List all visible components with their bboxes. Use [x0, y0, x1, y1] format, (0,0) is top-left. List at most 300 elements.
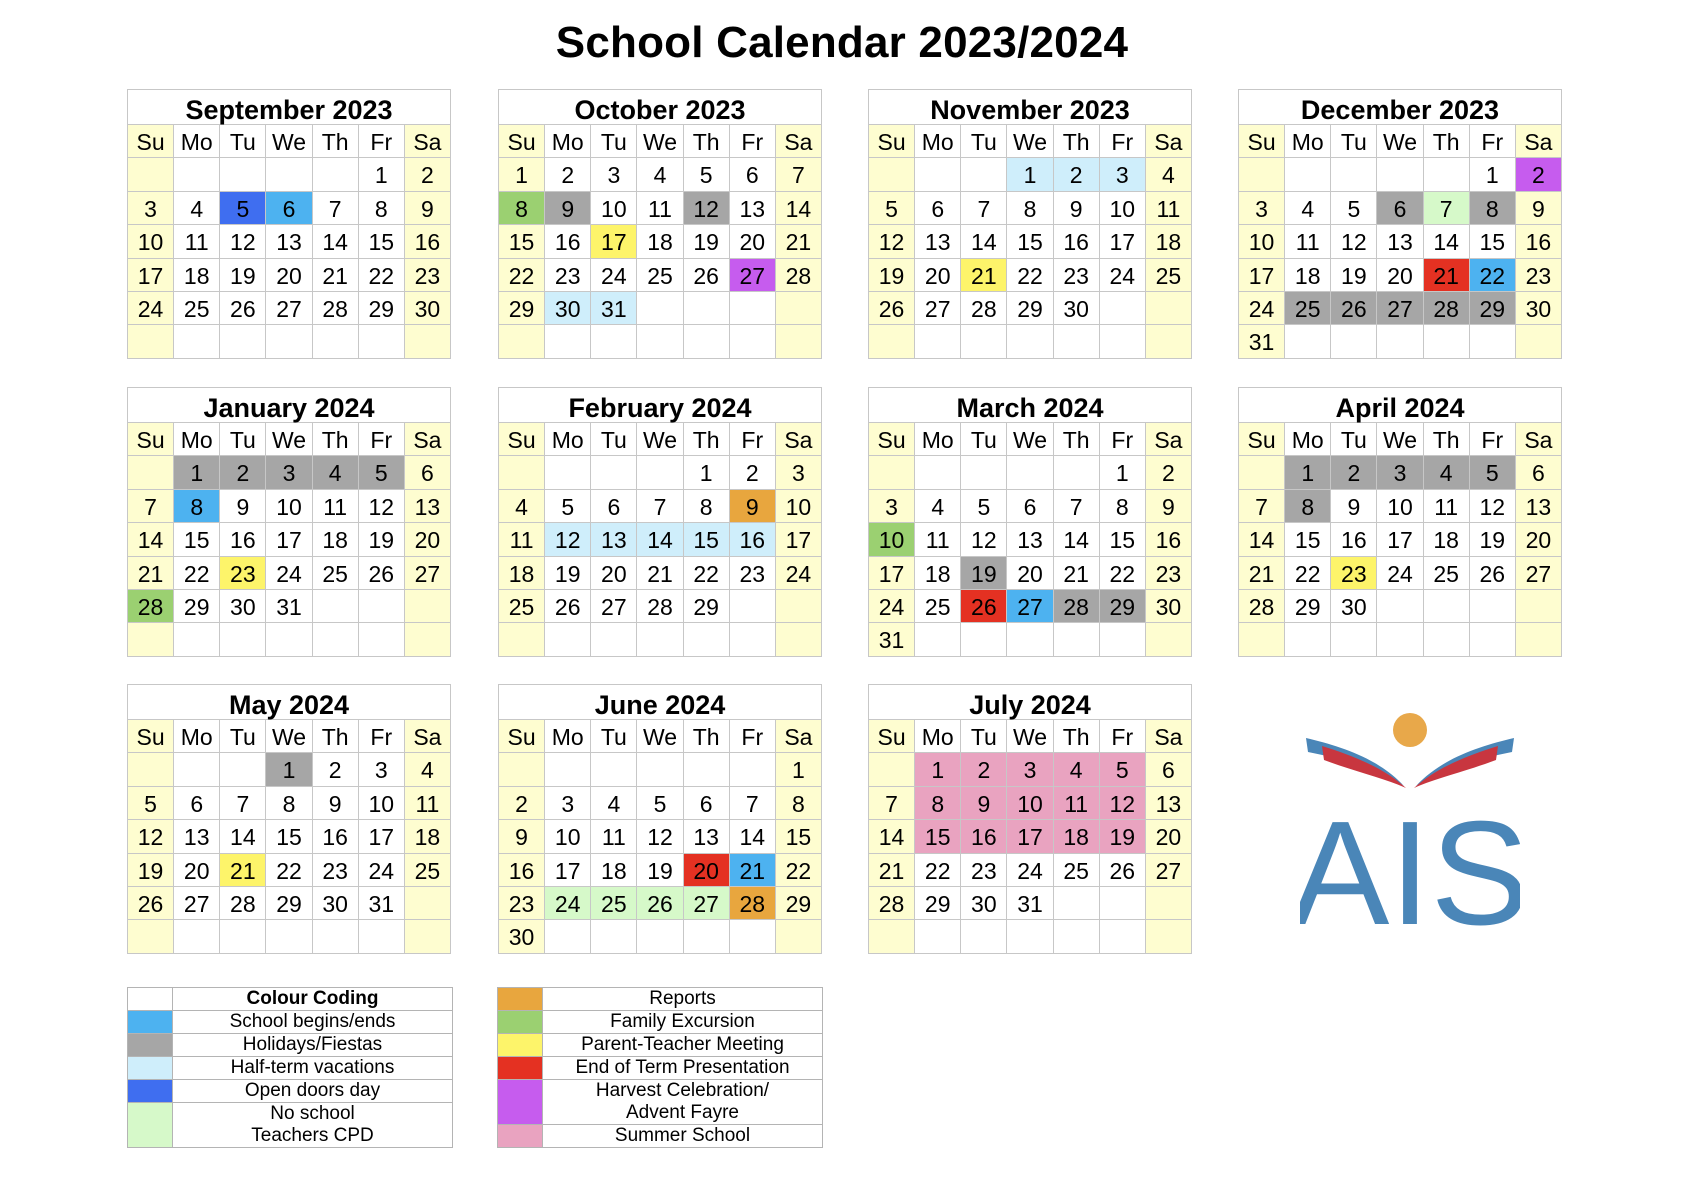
day-cell: 2	[1054, 158, 1100, 191]
day-cell: 28	[637, 590, 683, 623]
empty-day-cell	[1007, 325, 1053, 358]
month-day-grid	[1238, 124, 1562, 359]
day-cell: 24	[1007, 854, 1053, 887]
day-cell: 4	[174, 192, 220, 225]
day-cell: 18	[313, 523, 359, 556]
empty-day-cell	[405, 887, 451, 920]
legend-label: Half-term vacations	[173, 1057, 453, 1079]
empty-day-cell	[1054, 325, 1100, 358]
day-cell: 28	[730, 887, 776, 920]
day-cell: 18	[1054, 820, 1100, 853]
weekday-header: Th	[313, 125, 359, 158]
day-cell: 29	[1100, 590, 1146, 623]
day-cell: 24	[869, 590, 915, 623]
day-cell: 29	[684, 590, 730, 623]
day-cell: 15	[684, 523, 730, 556]
day-cell: 23	[405, 259, 451, 292]
day-cell: 15	[499, 225, 545, 258]
month-calendar	[868, 684, 1192, 954]
empty-day-cell	[684, 325, 730, 358]
day-cell: 25	[1285, 292, 1331, 325]
empty-day-cell	[961, 623, 1007, 656]
empty-day-cell	[1146, 292, 1192, 325]
day-cell: 1	[1285, 456, 1331, 489]
day-cell: 24	[776, 557, 822, 590]
day-cell: 21	[128, 557, 174, 590]
empty-day-cell	[1239, 158, 1285, 191]
empty-day-cell	[684, 623, 730, 656]
empty-day-cell	[1054, 887, 1100, 920]
empty-day-cell	[730, 590, 776, 623]
weekday-header: We	[637, 720, 683, 753]
day-cell: 16	[1054, 225, 1100, 258]
legend-row	[498, 1080, 823, 1125]
month-calendar	[1238, 89, 1562, 359]
month-title: January 2024	[127, 387, 451, 422]
weekday-header: We	[1377, 423, 1423, 456]
day-cell: 16	[1146, 523, 1192, 556]
empty-day-cell	[220, 325, 266, 358]
empty-day-cell	[1516, 325, 1562, 358]
empty-day-cell	[730, 325, 776, 358]
empty-day-cell	[1285, 325, 1331, 358]
day-cell: 17	[1377, 523, 1423, 556]
day-cell: 6	[1007, 490, 1053, 523]
day-cell: 20	[1007, 557, 1053, 590]
empty-day-cell	[128, 753, 174, 786]
day-cell: 17	[545, 854, 591, 887]
day-cell: 27	[1377, 292, 1423, 325]
day-cell: 21	[1054, 557, 1100, 590]
day-cell: 19	[869, 259, 915, 292]
day-cell: 16	[730, 523, 776, 556]
month-title: June 2024	[498, 684, 822, 719]
empty-day-cell	[174, 325, 220, 358]
legend-swatch	[128, 1057, 173, 1079]
legend-row	[498, 1057, 823, 1080]
day-cell: 15	[776, 820, 822, 853]
day-cell: 13	[174, 820, 220, 853]
empty-day-cell	[869, 753, 915, 786]
day-cell: 21	[961, 259, 1007, 292]
legend-swatch	[498, 1034, 543, 1056]
day-cell: 23	[1516, 259, 1562, 292]
empty-day-cell	[1054, 456, 1100, 489]
legend-swatch	[128, 1011, 173, 1033]
day-cell: 2	[405, 158, 451, 191]
day-cell: 9	[220, 490, 266, 523]
empty-day-cell	[545, 920, 591, 953]
day-cell: 29	[776, 887, 822, 920]
day-cell: 28	[776, 259, 822, 292]
day-cell: 30	[1054, 292, 1100, 325]
day-cell: 18	[174, 259, 220, 292]
month-day-grid	[498, 422, 822, 657]
day-cell: 3	[869, 490, 915, 523]
empty-day-cell	[545, 623, 591, 656]
day-cell: 11	[637, 192, 683, 225]
empty-day-cell	[869, 456, 915, 489]
weekday-header: Sa	[776, 423, 822, 456]
empty-day-cell	[684, 753, 730, 786]
empty-day-cell	[174, 920, 220, 953]
empty-day-cell	[1007, 456, 1053, 489]
day-cell: 19	[128, 854, 174, 887]
weekday-header: Mo	[1285, 423, 1331, 456]
weekday-header: Tu	[220, 423, 266, 456]
empty-day-cell	[405, 623, 451, 656]
day-cell: 25	[637, 259, 683, 292]
day-cell: 8	[266, 787, 312, 820]
month-calendar	[868, 387, 1192, 657]
weekday-header: Tu	[591, 720, 637, 753]
empty-day-cell	[405, 325, 451, 358]
day-cell: 23	[220, 557, 266, 590]
day-cell: 16	[499, 854, 545, 887]
empty-day-cell	[1331, 158, 1377, 191]
month-title: May 2024	[127, 684, 451, 719]
month-calendar	[127, 684, 451, 954]
weekday-header: Su	[128, 423, 174, 456]
legend-row	[128, 1103, 453, 1148]
empty-day-cell	[776, 623, 822, 656]
day-cell: 14	[869, 820, 915, 853]
empty-day-cell	[1285, 623, 1331, 656]
day-cell: 11	[591, 820, 637, 853]
month-calendar	[498, 89, 822, 359]
weekday-header: Th	[1054, 423, 1100, 456]
day-cell: 22	[915, 854, 961, 887]
day-cell: 31	[1239, 325, 1285, 358]
day-cell: 27	[1516, 557, 1562, 590]
empty-day-cell	[499, 456, 545, 489]
day-cell: 14	[1424, 225, 1470, 258]
day-cell: 14	[128, 523, 174, 556]
empty-day-cell	[128, 325, 174, 358]
month-day-grid	[498, 719, 822, 954]
day-cell: 20	[1516, 523, 1562, 556]
day-cell: 10	[1239, 225, 1285, 258]
day-cell: 26	[637, 887, 683, 920]
empty-day-cell	[684, 292, 730, 325]
day-cell: 10	[128, 225, 174, 258]
empty-day-cell	[637, 292, 683, 325]
empty-day-cell	[1516, 590, 1562, 623]
empty-day-cell	[405, 590, 451, 623]
legend-label: End of Term Presentation	[543, 1057, 823, 1079]
day-cell: 14	[730, 820, 776, 853]
empty-day-cell	[915, 456, 961, 489]
weekday-header: Th	[684, 423, 730, 456]
month-day-grid	[127, 422, 451, 657]
day-cell: 29	[1007, 292, 1053, 325]
day-cell: 22	[499, 259, 545, 292]
day-cell: 20	[591, 557, 637, 590]
day-cell: 1	[174, 456, 220, 489]
day-cell: 26	[1470, 557, 1516, 590]
weekday-header: Th	[1054, 125, 1100, 158]
day-cell: 3	[128, 192, 174, 225]
empty-day-cell	[915, 920, 961, 953]
weekday-header: Tu	[1331, 125, 1377, 158]
day-cell: 23	[499, 887, 545, 920]
day-cell: 7	[730, 787, 776, 820]
day-cell: 9	[405, 192, 451, 225]
month-day-grid	[127, 124, 451, 359]
day-cell: 23	[1054, 259, 1100, 292]
month-day-grid	[868, 124, 1192, 359]
weekday-header: Tu	[961, 720, 1007, 753]
weekday-header: Su	[499, 720, 545, 753]
day-cell: 11	[1146, 192, 1192, 225]
weekday-header: Su	[869, 720, 915, 753]
day-cell: 13	[266, 225, 312, 258]
day-cell: 1	[1470, 158, 1516, 191]
day-cell: 18	[1424, 523, 1470, 556]
month-calendar	[127, 387, 451, 657]
day-cell: 21	[1424, 259, 1470, 292]
day-cell: 6	[591, 490, 637, 523]
weekday-header: We	[1377, 125, 1423, 158]
weekday-header: Tu	[220, 125, 266, 158]
weekday-header: Fr	[359, 720, 405, 753]
day-cell: 31	[1007, 887, 1053, 920]
day-cell: 12	[1470, 490, 1516, 523]
day-cell: 4	[313, 456, 359, 489]
weekday-header: Tu	[591, 423, 637, 456]
weekday-header: Su	[1239, 125, 1285, 158]
empty-day-cell	[128, 456, 174, 489]
day-cell: 1	[776, 753, 822, 786]
day-cell: 21	[220, 854, 266, 887]
day-cell: 16	[220, 523, 266, 556]
day-cell: 25	[591, 887, 637, 920]
day-cell: 20	[1377, 259, 1423, 292]
empty-day-cell	[591, 920, 637, 953]
day-cell: 10	[869, 523, 915, 556]
day-cell: 6	[405, 456, 451, 489]
day-cell: 29	[266, 887, 312, 920]
day-cell: 11	[1424, 490, 1470, 523]
day-cell: 17	[359, 820, 405, 853]
weekday-header: Fr	[1100, 125, 1146, 158]
day-cell: 24	[128, 292, 174, 325]
day-cell: 20	[174, 854, 220, 887]
empty-day-cell	[637, 920, 683, 953]
legend-label: Reports	[543, 988, 823, 1010]
day-cell: 10	[1007, 787, 1053, 820]
weekday-header: Tu	[220, 720, 266, 753]
day-cell: 25	[405, 854, 451, 887]
day-cell: 23	[730, 557, 776, 590]
empty-day-cell	[961, 325, 1007, 358]
day-cell: 24	[1239, 292, 1285, 325]
day-cell: 6	[915, 192, 961, 225]
empty-day-cell	[266, 325, 312, 358]
day-cell: 1	[684, 456, 730, 489]
month-day-grid	[498, 124, 822, 359]
empty-day-cell	[1424, 590, 1470, 623]
day-cell: 17	[869, 557, 915, 590]
day-cell: 23	[1146, 557, 1192, 590]
empty-day-cell	[776, 325, 822, 358]
day-cell: 26	[869, 292, 915, 325]
weekday-header: Sa	[1146, 125, 1192, 158]
weekday-header: Tu	[591, 125, 637, 158]
empty-day-cell	[776, 292, 822, 325]
day-cell: 1	[266, 753, 312, 786]
day-cell: 25	[174, 292, 220, 325]
empty-day-cell	[1470, 325, 1516, 358]
weekday-header: Fr	[1100, 720, 1146, 753]
legend-label: Harvest Celebration/ Advent Fayre	[543, 1080, 823, 1124]
day-cell: 7	[1239, 490, 1285, 523]
empty-day-cell	[915, 158, 961, 191]
day-cell: 2	[961, 753, 1007, 786]
day-cell: 26	[359, 557, 405, 590]
weekday-header: Fr	[730, 423, 776, 456]
day-cell: 30	[961, 887, 1007, 920]
day-cell: 18	[637, 225, 683, 258]
empty-day-cell	[1007, 623, 1053, 656]
empty-day-cell	[730, 292, 776, 325]
weekday-header: Th	[684, 720, 730, 753]
month-calendar	[498, 684, 822, 954]
day-cell: 29	[915, 887, 961, 920]
empty-day-cell	[961, 920, 1007, 953]
day-cell: 30	[1146, 590, 1192, 623]
day-cell: 13	[591, 523, 637, 556]
day-cell: 16	[961, 820, 1007, 853]
legend-label: Family Excursion	[543, 1011, 823, 1033]
legend-row	[128, 1011, 453, 1034]
month-calendar	[127, 89, 451, 359]
day-cell: 21	[313, 259, 359, 292]
legend-row	[128, 1080, 453, 1103]
empty-day-cell	[220, 753, 266, 786]
empty-day-cell	[869, 920, 915, 953]
empty-day-cell	[1285, 158, 1331, 191]
day-cell: 19	[1100, 820, 1146, 853]
day-cell: 5	[961, 490, 1007, 523]
day-cell: 4	[1054, 753, 1100, 786]
month-title: March 2024	[868, 387, 1192, 422]
weekday-header: Fr	[359, 125, 405, 158]
day-cell: 6	[730, 158, 776, 191]
day-cell: 28	[1424, 292, 1470, 325]
day-cell: 25	[915, 590, 961, 623]
month-day-grid	[868, 719, 1192, 954]
day-cell: 9	[499, 820, 545, 853]
day-cell: 18	[1146, 225, 1192, 258]
empty-day-cell	[1100, 623, 1146, 656]
empty-day-cell	[359, 623, 405, 656]
empty-day-cell	[730, 920, 776, 953]
day-cell: 31	[359, 887, 405, 920]
day-cell: 10	[266, 490, 312, 523]
day-cell: 15	[174, 523, 220, 556]
day-cell: 27	[405, 557, 451, 590]
day-cell: 17	[1007, 820, 1053, 853]
day-cell: 4	[637, 158, 683, 191]
weekday-header: Sa	[1146, 423, 1192, 456]
day-cell: 22	[684, 557, 730, 590]
empty-day-cell	[128, 158, 174, 191]
weekday-header: Mo	[1285, 125, 1331, 158]
day-cell: 4	[1424, 456, 1470, 489]
legend-swatch	[128, 1034, 173, 1056]
day-cell: 26	[1100, 854, 1146, 887]
day-cell: 8	[915, 787, 961, 820]
day-cell: 7	[1054, 490, 1100, 523]
day-cell: 19	[545, 557, 591, 590]
weekday-header: Fr	[1100, 423, 1146, 456]
day-cell: 29	[1470, 292, 1516, 325]
empty-day-cell	[1146, 325, 1192, 358]
day-cell: 28	[1054, 590, 1100, 623]
day-cell: 26	[1331, 292, 1377, 325]
day-cell: 26	[684, 259, 730, 292]
day-cell: 22	[776, 854, 822, 887]
day-cell: 11	[1285, 225, 1331, 258]
day-cell: 30	[313, 887, 359, 920]
day-cell: 29	[1285, 590, 1331, 623]
day-cell: 2	[1146, 456, 1192, 489]
legend-label: School begins/ends	[173, 1011, 453, 1033]
day-cell: 13	[915, 225, 961, 258]
day-cell: 7	[128, 490, 174, 523]
day-cell: 5	[1470, 456, 1516, 489]
day-cell: 12	[1331, 225, 1377, 258]
day-cell: 15	[1285, 523, 1331, 556]
page-title: School Calendar 2023/2024	[555, 18, 1129, 67]
day-cell: 8	[1470, 192, 1516, 225]
weekday-header: Fr	[1470, 423, 1516, 456]
weekday-header: Th	[1424, 125, 1470, 158]
day-cell: 31	[591, 292, 637, 325]
day-cell: 21	[776, 225, 822, 258]
month-day-grid	[127, 719, 451, 954]
day-cell: 19	[961, 557, 1007, 590]
day-cell: 2	[499, 787, 545, 820]
day-cell: 16	[1516, 225, 1562, 258]
day-cell: 12	[684, 192, 730, 225]
legend-label: No school Teachers CPD	[173, 1103, 453, 1147]
day-cell: 23	[1331, 557, 1377, 590]
weekday-header: Mo	[915, 720, 961, 753]
empty-day-cell	[637, 623, 683, 656]
empty-day-cell	[313, 623, 359, 656]
empty-day-cell	[591, 753, 637, 786]
day-cell: 13	[1007, 523, 1053, 556]
day-cell: 6	[266, 192, 312, 225]
day-cell: 25	[313, 557, 359, 590]
day-cell: 8	[174, 490, 220, 523]
empty-day-cell	[405, 920, 451, 953]
weekday-header: Tu	[961, 423, 1007, 456]
day-cell: 11	[915, 523, 961, 556]
legend-title: Colour Coding	[173, 988, 453, 1010]
empty-day-cell	[869, 158, 915, 191]
weekday-header: We	[266, 423, 312, 456]
day-cell: 12	[220, 225, 266, 258]
empty-day-cell	[1377, 590, 1423, 623]
day-cell: 1	[1100, 456, 1146, 489]
day-cell: 7	[637, 490, 683, 523]
day-cell: 12	[128, 820, 174, 853]
day-cell: 6	[1377, 192, 1423, 225]
day-cell: 23	[313, 854, 359, 887]
